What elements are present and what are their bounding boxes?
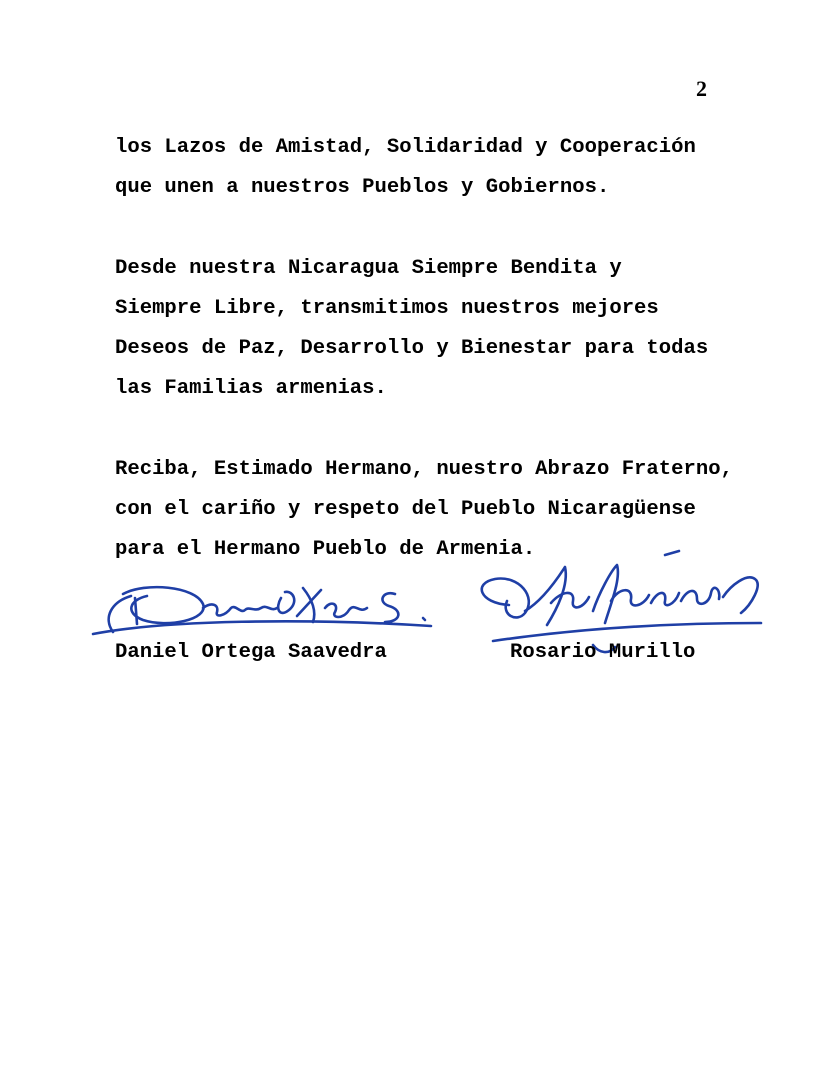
- page-number: 2: [696, 76, 707, 101]
- paragraph-line: las Familias armenias.: [115, 377, 387, 400]
- paragraph-line: para el Hermano Pueblo de Armenia.: [115, 538, 536, 561]
- paragraph-line: Reciba, Estimado Hermano, nuestro Abrazo Fraterno,: [115, 458, 733, 481]
- paragraph-line: Desde nuestra Nicaragua Siempre Bendita y: [115, 257, 622, 280]
- paragraph-closing-ties: [115, 128, 715, 208]
- signatory-name-right: Rosario Murillo: [510, 641, 696, 664]
- paragraph-line: que unen a nuestros Pueblos y Gobiernos.: [115, 176, 610, 199]
- signature-daniel-ortega: [85, 568, 445, 643]
- paragraph-line: Siempre Libre, transmitimos nuestros mejores: [115, 297, 659, 320]
- signatory-name-left: Daniel Ortega Saavedra: [115, 641, 387, 664]
- paragraph-line: Deseos de Paz, Desarrollo y Bienestar para todas: [115, 337, 709, 360]
- paragraph-line: los Lazos de Amistad, Solidaridad y Cooperación: [115, 136, 696, 159]
- paragraph-wishes: [115, 249, 715, 409]
- paragraph-line: con el cariño y respeto del Pueblo Nicaragüense: [115, 498, 696, 521]
